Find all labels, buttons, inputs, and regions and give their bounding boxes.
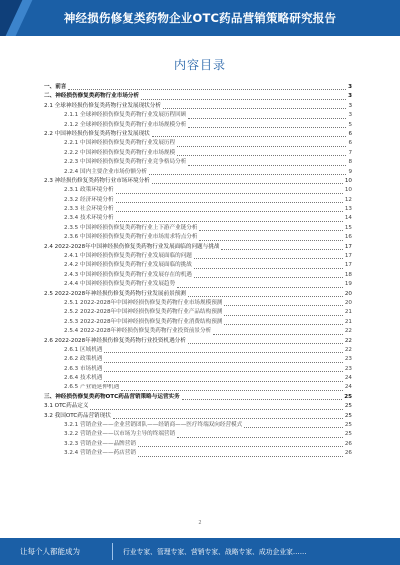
toc-entry[interactable] (44, 261, 352, 270)
toc-leader-dots (104, 352, 342, 353)
toc-entry-text: 一、前言 (44, 83, 67, 90)
toc-entry[interactable] (44, 337, 352, 346)
toc-entry-page: 3 (348, 112, 352, 119)
toc-entry-page: 3 (348, 83, 352, 90)
toc-entry-page: 3 (348, 102, 352, 109)
toc-leader-dots (188, 296, 343, 297)
toc-entry-page: 5 (348, 121, 352, 128)
toc-leader-dots (113, 418, 343, 419)
toc-leader-dots (194, 258, 343, 259)
toc-entry-text: 2.1 全球神经损伤修复类药物行业发展现状分析 (44, 102, 161, 109)
toc-leader-dots (224, 315, 342, 316)
toc-leader-dots (244, 427, 343, 428)
toc-entry[interactable] (44, 186, 352, 195)
toc-leader-dots (194, 277, 343, 278)
toc-entry[interactable] (44, 149, 352, 158)
toc-entry-page: 20 (344, 290, 352, 297)
toc-entry[interactable] (44, 196, 352, 205)
toc-leader-dots (116, 202, 343, 203)
toc-entry-page: 22 (344, 328, 352, 335)
toc-entry-page: 13 (344, 206, 352, 213)
toc-entry-text: 3.1 OTC药品定义 (44, 403, 89, 410)
toc-leader-dots (121, 390, 343, 391)
toc-leader-dots (104, 362, 342, 363)
toc-entry-page: 14 (344, 215, 352, 222)
toc-entry-text: 3.2.3 营销企业——品牌营销 (64, 440, 136, 447)
toc-entry[interactable] (44, 83, 352, 92)
toc-entry[interactable] (44, 177, 352, 186)
toc-entry[interactable] (44, 252, 352, 261)
toc-entry[interactable] (44, 111, 352, 120)
toc-leader-dots (177, 437, 343, 438)
toc-leader-dots (224, 305, 342, 306)
toc-entry-page: 20 (344, 299, 352, 306)
report-footer-banner (0, 538, 400, 565)
toc-leader-dots (163, 108, 346, 109)
toc-leader-dots (138, 446, 343, 447)
toc-entry-page: 25 (344, 431, 352, 438)
toc-entry[interactable] (44, 130, 352, 139)
toc-entry-text: 2.6 2022-2028年神经损伤修复类药物行业投资机遇分析 (44, 337, 186, 344)
toc-entry[interactable] (44, 233, 352, 242)
toc-entry-page: 25 (344, 422, 352, 429)
toc-entry-text: 3.2.1 营销企业——企业营销团队——经销商——医疗终端双向经营模式 (64, 422, 243, 429)
toc-entry-text: 2.6.1 区域机遇 (64, 346, 103, 353)
toc-entry-page: 6 (348, 140, 352, 147)
toc-entry-page: 25 (344, 403, 352, 410)
toc-entry-page: 26 (344, 450, 352, 457)
toc-entry-text: 2.2 中国神经损伤修复类药物行业发展现状 (44, 130, 150, 137)
toc-leader-dots (182, 399, 342, 400)
toc-entry-text: 2.3.3 社会环境分析 (64, 206, 114, 213)
report-header-banner (0, 0, 400, 36)
toc-leader-dots (116, 211, 343, 212)
toc-entry-page: 23 (344, 356, 352, 363)
toc-entry[interactable] (44, 205, 352, 214)
toc-leader-dots (90, 409, 342, 410)
toc-entry[interactable] (44, 384, 352, 393)
toc-entry[interactable] (44, 421, 352, 430)
toc-leader-dots (188, 127, 346, 128)
toc-leader-dots (104, 381, 342, 382)
toc-entry-page: 17 (344, 262, 352, 269)
toc-entry-text: 2.5.1 2022-2028年中国神经损伤修复类药物行业市场规模预测 (64, 299, 223, 306)
toc-entry[interactable] (44, 280, 352, 289)
toc-entry-page: 22 (344, 346, 352, 353)
toc-leader-dots (104, 371, 342, 372)
toc-leader-dots (141, 99, 346, 100)
toc-entry-page: 8 (348, 159, 352, 166)
toc-entry-page: 17 (344, 243, 352, 250)
toc-entry-page: 22 (344, 337, 352, 344)
toc-leader-dots (116, 221, 343, 222)
toc-leader-dots (188, 343, 343, 344)
toc-entry-page: 23 (344, 365, 352, 372)
toc-entry-text: 2.4 2022-2028年中国神经损伤修复类药物行业发展面临的问题与挑战 (44, 243, 220, 250)
toc-leader-dots (188, 118, 346, 119)
toc-entry-page: 16 (344, 234, 352, 241)
toc-entry-text: 2.5.2 2022-2028年中国神经损伤修复类药物行业产品结构预测 (64, 309, 223, 316)
toc-entry[interactable] (44, 214, 352, 223)
toc-entry-text: 2.3.4 技术环境分析 (64, 215, 114, 222)
toc-entry-text: 3.2 我国OTC药品营销现状 (44, 412, 111, 419)
toc-leader-dots (224, 324, 342, 325)
toc-entry-text: 三、神经损伤修复类药物OTC药品营销策略与运营实务 (44, 393, 180, 400)
toc-entry[interactable] (44, 440, 352, 449)
toc-entry[interactable] (44, 430, 352, 439)
report-title: 神经损伤修复类药物企业OTC药品营销策略研究报告 (63, 11, 337, 25)
toc-entry[interactable] (44, 318, 352, 327)
toc-entry[interactable] (44, 374, 352, 383)
toc-entry[interactable] (44, 243, 352, 252)
toc-entry[interactable] (44, 412, 352, 421)
toc-leader-dots (177, 146, 346, 147)
toc-leader-dots (177, 155, 346, 156)
toc-leader-dots (188, 165, 346, 166)
toc-entry-text: 2.2.4 国内主要企业市场份额分析 (64, 168, 148, 175)
toc-entry-page: 7 (348, 149, 352, 156)
toc-entry-text: 2.5 2022-2028年神经损伤修复类药物行业发展前景预测 (44, 290, 186, 297)
toc-entry-page: 12 (344, 196, 352, 203)
toc-entry[interactable] (44, 271, 352, 280)
toc-entry-text: 2.6.5 产业链延伸机遇 (64, 384, 120, 391)
footer-divider (112, 543, 113, 560)
toc-entry-page: 6 (348, 130, 352, 137)
toc-leader-dots (152, 183, 343, 184)
toc-leader-dots (138, 456, 343, 457)
toc-entry-page: 18 (344, 271, 352, 278)
toc-entry-text: 2.2.1 中国神经损伤修复类药物行业发展历程 (64, 140, 176, 147)
toc-entry-text: 2.3.6 中国神经损伤修复类药物行业市场需求特点分析 (64, 234, 198, 241)
toc-entry-text: 2.5.3 2022-2028年中国神经损伤修复类药物行业消费结构预测 (64, 318, 223, 325)
toc-entry[interactable] (44, 402, 352, 411)
toc-entry[interactable] (44, 365, 352, 374)
toc-leader-dots (194, 268, 343, 269)
toc-entry-page: 17 (344, 253, 352, 260)
toc-leader-dots (152, 136, 347, 137)
toc-entry-text: 2.3.5 中国神经损伤修复类药物行业上下游产业链分析 (64, 224, 198, 231)
toc-leader-dots (68, 89, 346, 90)
toc-heading: 内容目录 (173, 58, 226, 72)
toc-entry-page: 21 (344, 318, 352, 325)
toc-entry[interactable] (44, 121, 352, 130)
toc-entry-text: 2.4.2 中国神经损伤修复类药物行业发展面临的挑战 (64, 262, 192, 269)
toc-entry[interactable] (44, 393, 352, 402)
toc-entry-text: 2.3 神经损伤修复类药物行业市场环境分析 (44, 177, 150, 184)
toc-leader-dots (116, 193, 343, 194)
toc-entry[interactable] (44, 449, 352, 458)
toc-entry-text: 2.1.2 全球神经损伤修复类药物行业市场规模分析 (64, 121, 187, 128)
toc-entry-page: 24 (344, 375, 352, 382)
footer-slogan: 让每个人都能成为 (20, 547, 80, 556)
toc-entry-text: 二、神经损伤修复类药物行业市场分析 (44, 93, 140, 100)
toc-leader-dots (199, 230, 342, 231)
toc-entry-page: 25 (344, 393, 352, 400)
toc-entry-text: 3.2.2 营销企业——以市场为主导的终端营销 (64, 431, 176, 438)
toc-entry[interactable] (44, 327, 352, 336)
toc-entry-text: 2.4.4 中国神经损伤修复类药物行业发展趋势 (64, 281, 176, 288)
toc-entry-page: 3 (348, 93, 352, 100)
table-of-contents (44, 83, 352, 459)
toc-entry-text: 2.6.2 政策机遇 (64, 356, 103, 363)
toc-entry-page: 26 (344, 440, 352, 447)
toc-entry-page: 10 (344, 177, 352, 184)
footer-tagline: 行业专家、管理专家、营销专家、战略专家、成功企业家…… (123, 548, 307, 556)
toc-entry[interactable] (44, 92, 352, 101)
toc-entry-page: 15 (344, 224, 352, 231)
toc-entry[interactable] (44, 158, 352, 167)
toc-entry-text: 2.2.3 中国神经损伤修复类药物行业竞争格局分析 (64, 159, 187, 166)
toc-entry[interactable] (44, 346, 352, 355)
toc-leader-dots (213, 334, 343, 335)
toc-leader-dots (177, 287, 343, 288)
toc-entry[interactable] (44, 224, 352, 233)
toc-entry-text: 3.2.4 营销企业——药店营销 (64, 450, 136, 457)
toc-entry[interactable] (44, 168, 352, 177)
toc-entry[interactable] (44, 355, 352, 364)
toc-entry-text: 2.6.3 市场机遇 (64, 365, 103, 372)
toc-entry[interactable] (44, 308, 352, 317)
toc-leader-dots (221, 249, 342, 250)
toc-entry-page: 24 (344, 384, 352, 391)
toc-entry-text: 2.5.4 2022-2028年神经损伤修复类药物行业投资前景分析 (64, 328, 212, 335)
toc-entry-page: 19 (344, 281, 352, 288)
toc-entry[interactable] (44, 139, 352, 148)
toc-leader-dots (149, 174, 346, 175)
toc-entry-text: 2.4.1 中国神经损伤修复类药物行业发展面临的问题 (64, 253, 192, 260)
toc-entry-text: 2.6.4 技术机遇 (64, 375, 103, 382)
toc-entry[interactable] (44, 290, 352, 299)
toc-entry[interactable] (44, 299, 352, 308)
toc-entry[interactable] (44, 102, 352, 111)
toc-entry-page: 9 (348, 168, 352, 175)
toc-entry-text: 2.4.3 中国神经损伤修复类药物行业发展存在的机遇 (64, 271, 192, 278)
toc-entry-page: 25 (344, 412, 352, 419)
toc-entry-page: 10 (344, 187, 352, 194)
toc-entry-text: 2.2.2 中国神经损伤修复类药物行业市场规模 (64, 149, 176, 156)
toc-entry-text: 2.3.1 政策环境分析 (64, 187, 114, 194)
toc-entry-text: 2.1.1 全球神经损伤修复类药物行业发展历程回顾 (64, 112, 187, 119)
page-number: 2 (198, 520, 202, 526)
toc-entry-text: 2.3.2 经济环境分析 (64, 196, 114, 203)
toc-leader-dots (199, 240, 342, 241)
toc-entry-page: 21 (344, 309, 352, 316)
